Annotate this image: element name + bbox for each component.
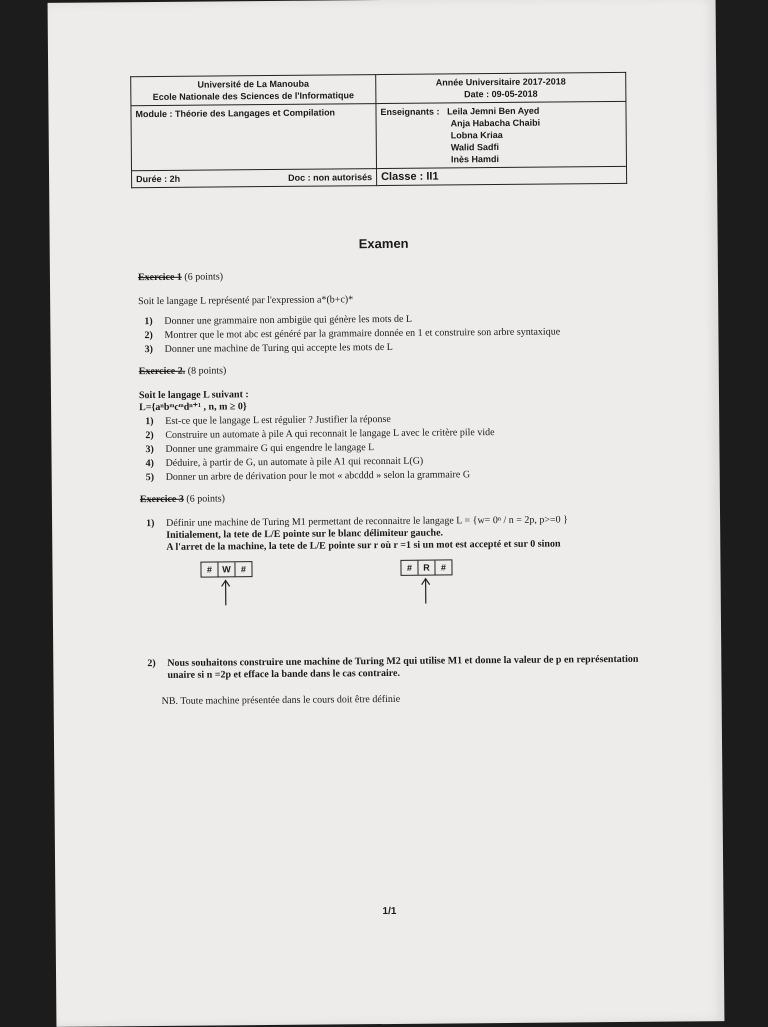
duration-docs-cell <box>132 169 377 188</box>
question: 2) Construire un automate à pile A qui reconnait le langage L avec le critère pile vide <box>145 426 659 442</box>
exercise-1-label: Exercice 1 <box>138 272 182 283</box>
question: 3) Donner une grammaire G qui engendre le langage L <box>145 440 659 456</box>
header-table <box>130 72 627 188</box>
module-name: Module : Théorie des Langages et Compilation <box>135 106 371 120</box>
exercise-2-label: Exercice 2. <box>139 366 186 377</box>
exam-body <box>138 268 662 719</box>
tape-cell: # <box>435 560 451 574</box>
exercise-1-statement: Soit le langage L représenté par l'expression a*(b+c)* <box>138 292 658 309</box>
exercise-3-label: Exercice 3 <box>140 494 184 505</box>
tape-cell: # <box>401 561 418 575</box>
exercise-2-statement: Soit le langage L suivant : <box>139 386 659 403</box>
school-name: Ecole Nationale des Sciences de l'Informatique <box>135 89 371 103</box>
teacher-name: Leila Jemni Ben Ayed <box>447 106 539 117</box>
input-tape <box>200 561 252 577</box>
question: 1) Est-ce que le langage L est régulier ? Justifier la réponse <box>145 412 659 428</box>
teacher-name: Inès Hamdi <box>451 152 622 165</box>
question: 3) Donner une machine de Turing qui accepte les mots de L <box>145 340 659 356</box>
teacher-name: Anja Habacha Chaibi <box>451 116 622 129</box>
exercise-2-points: (8 points) <box>188 365 227 376</box>
head-arrow-icon <box>221 579 231 605</box>
exercise-1-title <box>138 268 658 285</box>
tape-cell: R <box>418 561 435 575</box>
university-name: Université de La Manouba <box>135 77 371 91</box>
exercise-1-points: (6 points) <box>184 271 223 282</box>
teacher-name: Lobna Kriaa <box>451 128 622 141</box>
question: 1) Donner une grammaire non ambigüe qui génère les mots de L <box>144 312 658 328</box>
teacher-name: Walid Sadfi <box>451 140 622 153</box>
exercise-2-title <box>139 362 659 379</box>
class-name: Classe : II1 <box>381 171 439 184</box>
teachers-cell <box>376 101 627 168</box>
exercise-1 <box>138 268 659 357</box>
docs-policy: Doc : non autorisés <box>288 171 372 184</box>
academic-year: Année Universitaire 2017-2018 <box>380 75 621 89</box>
institution-cell <box>131 75 376 106</box>
exercise-2 <box>139 362 660 485</box>
class-cell <box>377 166 627 185</box>
question: 1) Définir une machine de Turing M1 permettant de reconnaitre le langage L = {w= 0ⁿ / n = 2p, p>=0 } Initialement, la tete de L/E pointe sur le blanc délimiteur gauche. A l'arret de la machine, la tete de L/E pointe sur r où r =1 si un mot est accepté et sur 0 sinon <box>146 514 660 554</box>
exam-paper <box>48 0 725 1027</box>
tape-diagrams <box>140 558 661 633</box>
question: 2) Nous souhaitons construire une machine de Turing M2 qui utilise M1 et donne la valeur de p en représentation unaire si n =2p et efface la bande dans le cas contraire. <box>147 654 661 682</box>
module-cell <box>131 104 377 171</box>
question: 4) Déduire, à partir de G, un automate à pile A1 qui reconnait L(G) <box>146 454 660 470</box>
page-number: 1/1 <box>55 903 723 920</box>
tape-cell: # <box>201 562 218 576</box>
tape-cell: W <box>218 562 235 576</box>
duration: Durée : 2h <box>136 174 180 184</box>
exercise-3-points: (6 points) <box>186 493 225 504</box>
year-cell <box>376 72 626 103</box>
question: 5) Donner un arbre de dérivation pour le mot « abcddd » selon la grammaire G <box>146 468 660 484</box>
exercise-3-title <box>140 490 660 507</box>
question: 2) Montrer que le mot abc est généré par la grammaire donnée en 1 et construire son arbre syntaxique <box>144 326 658 342</box>
teachers-label: Enseignants : <box>380 107 439 118</box>
language-definition: L={aⁿbᵐcᵐdⁿ⁺¹ , n, m ≥ 0} <box>139 398 659 415</box>
nb-note: NB. Toute machine présentée dans le cours doit être définie <box>162 692 662 708</box>
exercise-3 <box>140 490 662 709</box>
head-arrow-icon <box>421 578 431 604</box>
exam-date: Date : 09-05-2018 <box>380 87 621 101</box>
tape-cell: # <box>235 562 251 576</box>
output-tape <box>400 559 452 575</box>
exam-title: Examen <box>50 233 718 254</box>
